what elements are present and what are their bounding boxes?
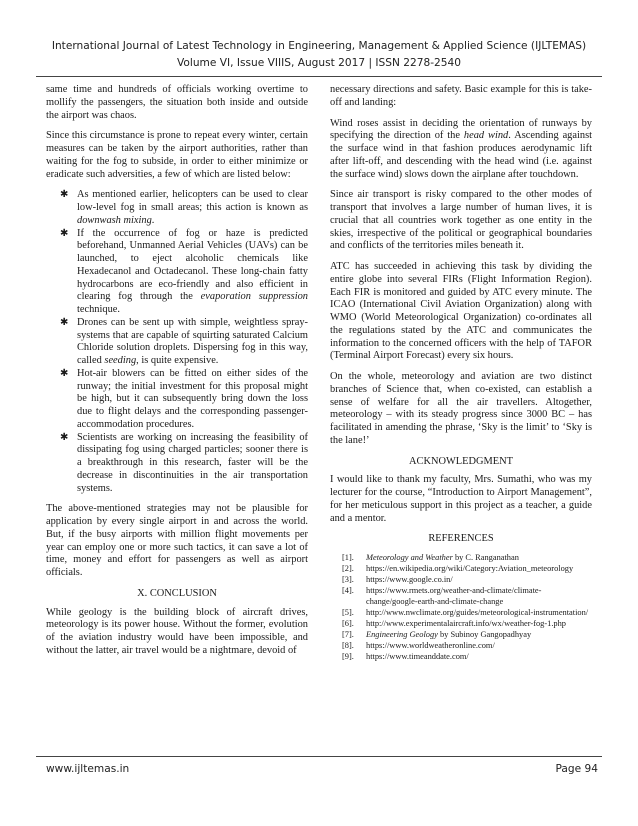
reference-item: [8]. https://www.worldweatheronline.com/ [342,641,495,650]
list-item: ✱ As mentioned earlier, helicopters can be used to clear low-level fog in small areas; this action is known as downwash mixing. [60,189,308,226]
section-heading-conclusion: X. CONCLUSION [137,587,217,599]
reference-item: [1]. Meteorology and Weather by C. Ranganathan [342,553,519,562]
list-item: ✱ If the occurrence of fog or haze is predicted beforehand, Unmanned Aerial Vehicles (UAVs) can be launched, to eject alcoholic chemicals like Hexadecanol and Octadecanol. These long-chain fatty hydrocarbons are eco-friendly and also efficient in clearing fog through the evaporation suppression technique. [60,227,308,315]
journal-issue: Volume VI, Issue VIIIS, August 2017 | ISSN 2278-2540 [176,57,462,69]
footer-divider [36,756,602,757]
list-item: ✱ Hot-air blowers can be fitted on either sides of the runway; the initial investment for this proposal might be high, but it can subsequently bring down the loss due to flight delays and the corresponding passenger-accommodation procedures. [60,367,308,430]
paragraph: necessary directions and safety. Basic example for this is take-off and landing: [330,84,592,108]
list-item: ✱ Scientists are working on increasing the feasibility of dissipating fog using charged particles; sooner there is a breakthrough in this research, faster will be the decrease in discontinuities in the air transportation systems. [60,431,308,494]
left-column [46,84,308,666]
paragraph: Since this circumstance is prone to repeat every winter, certain measures can be taken by the airport authorities, rather than waiting for the fog to subside, in order to either minimize or eradicate such adversities, a few of which are listed below: [46,130,308,180]
journal-title: International Journal of Latest Technology in Engineering, Management & Applied Science (IJLTEMAS) [51,40,587,52]
paragraph: The above-mentioned strategies may not be plausible for application by every single airport in and across the world. But, if the busy airports with million flight movements per year can employ one or more such tactics, it can save a lot of time, money and effort for passengers as well as airport officials. [46,503,308,578]
asterisk-bullet-icon: ✱ [60,316,69,328]
paragraph: On the whole, meteorology and aviation are two distinct branches of Science that, when co-existed, can establish a sense of welfare for all the air travellers. Altogether, meteorology – with its steady progress since 3000 BC – has facilitated in amending the phrase, ‘Sky is the limit’ to ‘Sky is the lane!’ [330,371,592,446]
reference-item: [2]. https://en.wikipedia.org/wiki/Category:Aviation_meteorology [342,564,574,573]
page-number: Page 94 [555,763,598,775]
reference-item: [3]. https://www.google.co.in/ [342,575,453,584]
reference-item: [9]. https://www.timeanddate.com/ [342,652,469,661]
footer-website: www.ijltemas.in [46,763,130,775]
reference-item: [5]. http://www.nwclimate.org/guides/meteorological-instrumentation/ [342,608,589,617]
reference-item: [4]. https://www.rmets.org/weather-and-climate/climate-change/google-earth-and-climate-change [342,586,542,606]
header-divider [36,76,602,77]
paragraph: ATC has succeeded in achieving this task by dividing the entire globe into several FIRs (Flight Information Region). Each FIR is monitored and guided by ATC every minute. The ICAO (International Civil Aviation Organization) along with WMO (World Meteorological Organization) co-ordinates all the regulations stated by the ATC and communicates the information to the concerned officers with the help of TAFOR (Terminal Airport Forecast) every six hours. [330,261,592,362]
section-heading-references: REFERENCES [428,533,494,545]
right-column [330,84,592,662]
asterisk-bullet-icon: ✱ [60,431,69,443]
journal-header [0,38,638,72]
asterisk-bullet-icon: ✱ [60,367,69,379]
paragraph: Wind roses assist in deciding the orientation of runways by specifying the direction of the head wind. Ascending against the surface wind in that fashion produces aerodynamic lift after lift-off, and descending with the head wind (i.e. against the surface wind) slows down the airplane after touchdown. [330,117,593,180]
references-list [330,552,592,662]
reference-item: [7]. Engineering Geology by Subinoy Gangopadhyay [342,630,532,639]
asterisk-bullet-icon: ✱ [60,189,69,201]
measures-list [46,189,308,495]
section-heading-acknowledgment: ACKNOWLEDGMENT [409,455,513,467]
paragraph: same time and hundreds of officials working overtime to mollify the passengers, the situation both inside and outside the airport was chaos. [46,84,308,121]
paragraph: I would like to thank my faculty, Mrs. Sumathi, who was my lecturer for the course, “Introduction to Airport Management”, for her meticulous support in this project as a teacher, a guide and a mentor. [330,474,592,524]
paragraph: While geology is the building block of aircraft drives, meteorology is its power house. Without the former, evolution of the aviation industry would have been impossible, and without the latter, air travel would be a nightmare, devoid of [46,606,308,656]
paragraph: Since air transport is risky compared to the other modes of transport that involves a large number of human lives, it is crucial that all countries work together as one entity in the skies, irrespective of the political or geographical boundaries and conflicts of the territories miles beneath it. [330,189,592,252]
reference-item: [6]. http://www.experimentalaircraft.info/wx/weather-fog-1.php [342,619,566,628]
list-item: ✱ Drones can be sent up with simple, weightless spray-systems that are capable of squirting saturated Calcium Chloride solution droplets. Dispersing fog in this way, called seeding, is quite expensive. [60,316,308,366]
asterisk-bullet-icon: ✱ [60,227,69,239]
page-footer [46,763,598,775]
